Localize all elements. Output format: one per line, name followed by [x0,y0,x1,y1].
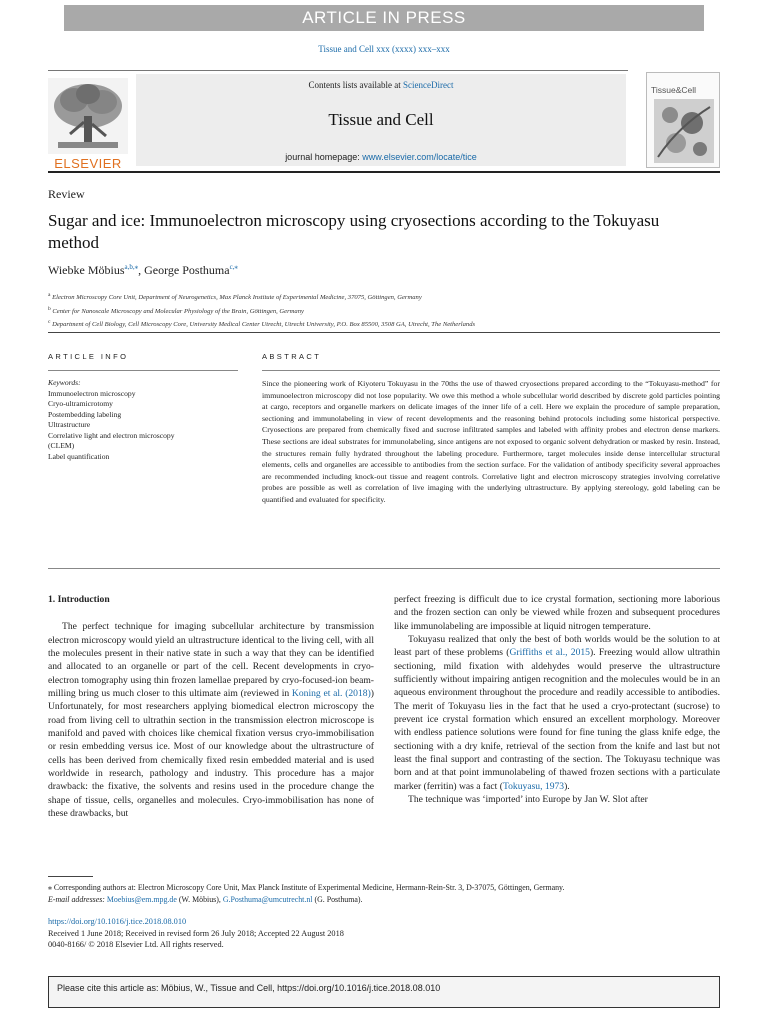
affiliation-text: Center for Nanoscale Microscopy and Molecular Physiology of the Brain, Göttingen, Germany [50,307,304,315]
sciencedirect-link[interactable]: ScienceDirect [403,80,454,90]
abstract-text: Since the pioneering work of Kiyoteru Tokuyasu in the 70ths the use of thawed cryosections prepared according to the “Tokuyasu-method” for immunoelectron microscopy did not lose popularity. We owe this method a whole subcellular world described by discrete gold particles pointing at cargo, receptors and organelle markers on delicate images of the inner life of a cell. Here we explain the procedure of sample preparation, sectioning and immunolabeling in view of recent developments and the reasoning behind protocols including some historical perspective. Cryosections are prepared from chemically fixed and sucrose infiltrated samples and labeled with affinity probes and electron dense markers. These sections are ideal substrates for immunolabeling, since antigens are not exposed to organic solvent dehydration or masked by resin. Instead, the structures remain fully hydrated throughout the labeling procedure. Furthermore, target molecules inside dense intercellular structural elements, cells and organelles are accessible to antibodies from the section surface. For the validation of antibody specificity several approaches are recommended including knock-out tissue and reagent controls. Correlative light and electron microscopy strategies involving correlative probes are possible as well as correlation of live imaging with the underlying ultrastructure. By applying stereology, gold labeling can be quantified and evaluated for specificity. [262,379,720,504]
author-name[interactable]: Wiebke Möbius [48,263,125,277]
author-affil-marks[interactable]: a,b,⁎ [124,263,139,271]
keyword-item: Ultrastructure [48,420,91,429]
doi-link[interactable]: https://doi.org/10.1016/j.tice.2018.08.010 [48,917,187,926]
contents-available [136,80,626,90]
publication-info [48,916,344,951]
journal-cover-thumbnail[interactable] [646,72,720,168]
keywords-block [48,378,238,462]
paragraph-text: The perfect technique for imaging subcellular architecture by transmission electron microscopy would yield an ultrastructure identical to the living cell, with all the molecules present in their native state in such a way that they can be identified and allocated to an organelle or part of the cell. Recent developments in cryo-electron tomography using thin frozen lamellae prepared by cryo-focused-ion beam-milling bring us much closer to this ultimate aim (reviewed in [48,621,374,700]
reference-link[interactable]: Tokuyasu, 1973 [502,780,565,792]
paragraph-text: Tokuyasu realized that only the best of both worlds would be the solution to at least part of these problems ( [394,634,720,659]
abstract-heading: ABSTRACT [262,352,322,361]
paragraph-text: ). [564,780,570,792]
keyword-item: Correlative light and electron microscopy [48,430,175,440]
cite-this-article-box: Please cite this article as: Möbius, W., Tissue and Cell, https://doi.org/10.1016/j.tice.2018.08.010 [48,976,720,1008]
cover-image-icon [648,97,720,167]
author-list [48,263,238,278]
keyword-item: Label quantification [48,451,110,461]
email-owner: (W. Möbius), [176,895,223,904]
body-paragraph [48,620,374,820]
keyword-item: Postembedding labeling [48,409,122,419]
body-column-right [394,593,720,807]
paragraph-text: ) Unfortunately, for most researchers applying biomedical electron microscopy the road from living cell to ultrathin section in the transmission electron microscope is manifold and paved with choices like chemical fixation versus cryo-immobilisation or resin embedding versus ice. Most of our knowledge about the ultrastructure of cells has been derived from chemically fixed resin embedded material and is used worldwide in research, pathology and industry. This procedure has a major drawback: the fixative, the solvents and resins used in the procedure change the shape of tissue, cells, organelles and molecules. Cryo-immobilisation has none of these drawbacks, but [48,688,374,820]
abstract-rule [262,370,720,371]
reference-link[interactable]: Koning et al. (2018) [291,688,371,700]
body-paragraph [394,633,720,793]
email-link[interactable]: Moebius@em.mpg.de [106,895,177,904]
contents-prefix: Contents lists available at [308,80,403,90]
elsevier-logo[interactable] [48,78,128,170]
section-divider [48,332,720,333]
author-name[interactable]: George Posthuma [144,263,230,277]
affiliation-text: Department of Cell Biology, Cell Microscopy Core, University Medical Center Utrecht, Utrecht University, P.O. Box 85500, 3508 GA, Utrecht, The Netherlands [50,321,476,329]
email-owner: (G. Posthuma). [312,895,363,904]
received-dates: Received 1 June 2018; Received in revised form 26 July 2018; Accepted 22 August 2018 [48,928,344,938]
keyword-item: (CLEM) [48,441,75,450]
footnote-emails [48,894,720,906]
affiliation-mark: a [48,292,51,298]
homepage-prefix: journal homepage: [285,152,363,162]
homepage-link[interactable]: www.elsevier.com/locate/tice [362,152,477,162]
header-bottom-rule [48,171,720,173]
corresponding-author-footnote [48,882,720,906]
body-column-left [48,593,374,821]
publisher-wordmark: ELSEVIER [54,156,122,171]
footnote-rule [48,876,93,877]
header-top-rule [48,70,628,71]
affiliation-mark: b [48,305,51,312]
journal-citation-link[interactable]: Tissue and Cell xxx (xxxx) xxx–xxx [318,44,450,54]
paragraph-text: ). Freezing would allow ultrathin sectioning, mild fixation with aldehydes would preserve the ultrastructure sufficiently without impairing antigen recognition and the molecules would be in an aqueous environment throughout the procedure and readily accessible to antibodies. The merit of Tokuyasu lies in the fact that he used a cryo-protectant (sucrose) to prevent ice crystal formation which ensured an excellent morphology. Moreover with endless patience solutions were found for fine tuning the glass knife edge, the sectioning with a dry knife, retrieval of the section from the knife and last but not least the final support and contrasting of the section. The Tokuyasu technique was born and at that point immunolabeling of thawed frozen sections with a particulate marker (ferritin) was a fact ( [394,647,721,792]
affiliations [48,290,720,331]
author-separator: , [138,263,145,277]
affiliation-line [48,290,720,304]
affiliation-mark: c [48,319,51,326]
author-affil-marks[interactable]: c,⁎ [229,263,238,271]
journal-title: Tissue and Cell [328,110,434,129]
email-link[interactable]: G.Posthuma@umcutrecht.nl [222,895,313,904]
affiliation-line [48,304,720,318]
cover-title: Tissue&Cell [651,85,697,95]
elsevier-tree-icon [48,78,128,154]
keyword-item: Immunoelectron microscopy [48,388,136,398]
journal-homepage [136,152,626,162]
article-in-press-banner: ARTICLE IN PRESS [64,5,704,31]
reference-link[interactable]: Griffiths et al., 2015 [509,647,590,659]
affiliation-text: Electron Microscopy Core Unit, Department of Neurogenetics, Max Planck Institute of Experimental Medicine, 37075, Göttingen, Germany [50,294,422,302]
copyright-line: 0040-8166/ © 2018 Elsevier Ltd. All rights reserved. [48,940,224,950]
abstract-bottom-rule [48,568,720,569]
journal-header [48,72,720,170]
journal-banner-center [136,74,626,166]
body-paragraph: perfect freezing is difficult due to ice crystal formation, sectioning more laborious and the frozen section can only be viewed while frozen and subsequent procedures like immunolabeling are impossible at liquid nitrogen temperature. [394,594,720,632]
article-type: Review [48,187,85,201]
footnote-line: ⁎ Corresponding authors at: Electron Microscopy Core Unit, Max Planck Institute of Experimental Medicine, Hermann-Rein-Str. 3, D-37075, Göttingen, Germany. [48,883,565,892]
article-info-rule [48,370,238,371]
keywords-label: Keywords: [48,378,81,387]
email-label: E-mail addresses: [48,895,107,904]
article-title: Sugar and ice: Immunoelectron microscopy using cryosections according to the Tokuyasu method [48,211,660,252]
section-heading-introduction: 1. Introduction [48,594,110,605]
keyword-item: Cryo-ultramicrotomy [48,399,113,408]
affiliation-line [48,317,720,331]
article-info-heading: ARTICLE INFO [48,352,129,361]
body-paragraph: The technique was ‘imported’ into Europe by Jan W. Slot after [408,794,648,806]
